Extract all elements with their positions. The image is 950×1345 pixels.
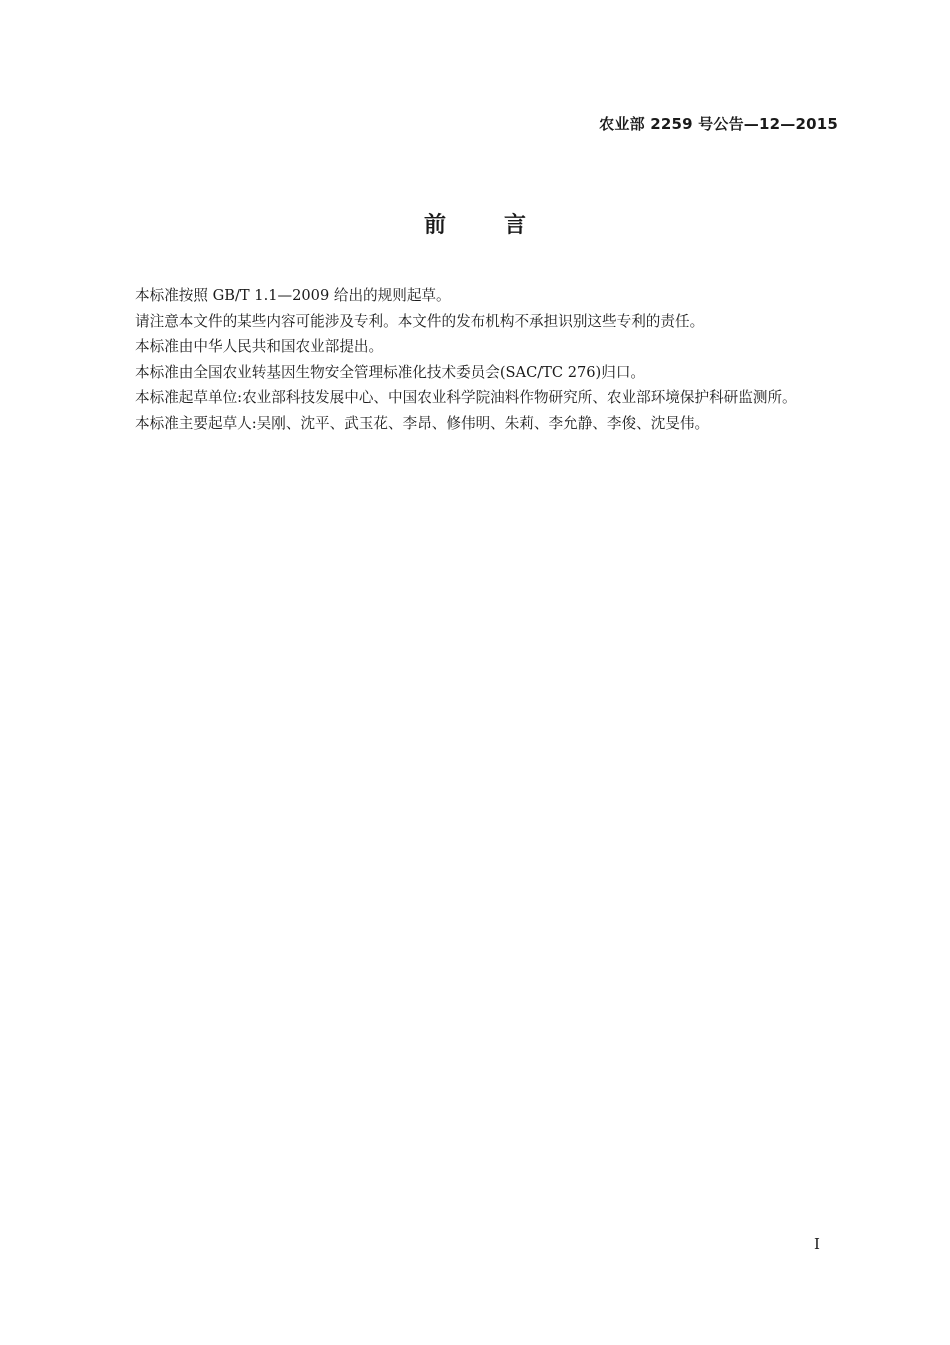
document-code: 农业部 2259 号公告—12—2015 <box>599 115 838 133</box>
paragraph-committee: 本标准由全国农业转基因生物安全管理标准化技术委员会(SAC/TC 276)归口。 <box>135 363 646 381</box>
paragraph-drafting-units: 本标准起草单位:农业部科技发展中心、中国农业科学院油料作物研究所、农业部环境保护科研监测所。 <box>135 389 797 406</box>
paragraph-proposer: 本标准由中华人民共和国农业部提出。 <box>135 338 384 355</box>
paragraph-patent-notice: 请注意本文件的某些内容可能涉及专利。本文件的发布机构不承担识别这些专利的责任。 <box>135 312 705 330</box>
foreword-body <box>105 283 840 436</box>
page-title: 前言 <box>423 213 584 238</box>
page-number: I <box>814 1235 820 1253</box>
paragraph-drafters: 本标准主要起草人:吴刚、沈平、武玉花、李昂、修伟明、朱莉、李允静、李俊、沈旻伟。 <box>135 414 710 432</box>
paragraph-drafting-rules: 本标准按照 GB/T 1.1—2009 给出的规则起草。 <box>135 287 451 304</box>
